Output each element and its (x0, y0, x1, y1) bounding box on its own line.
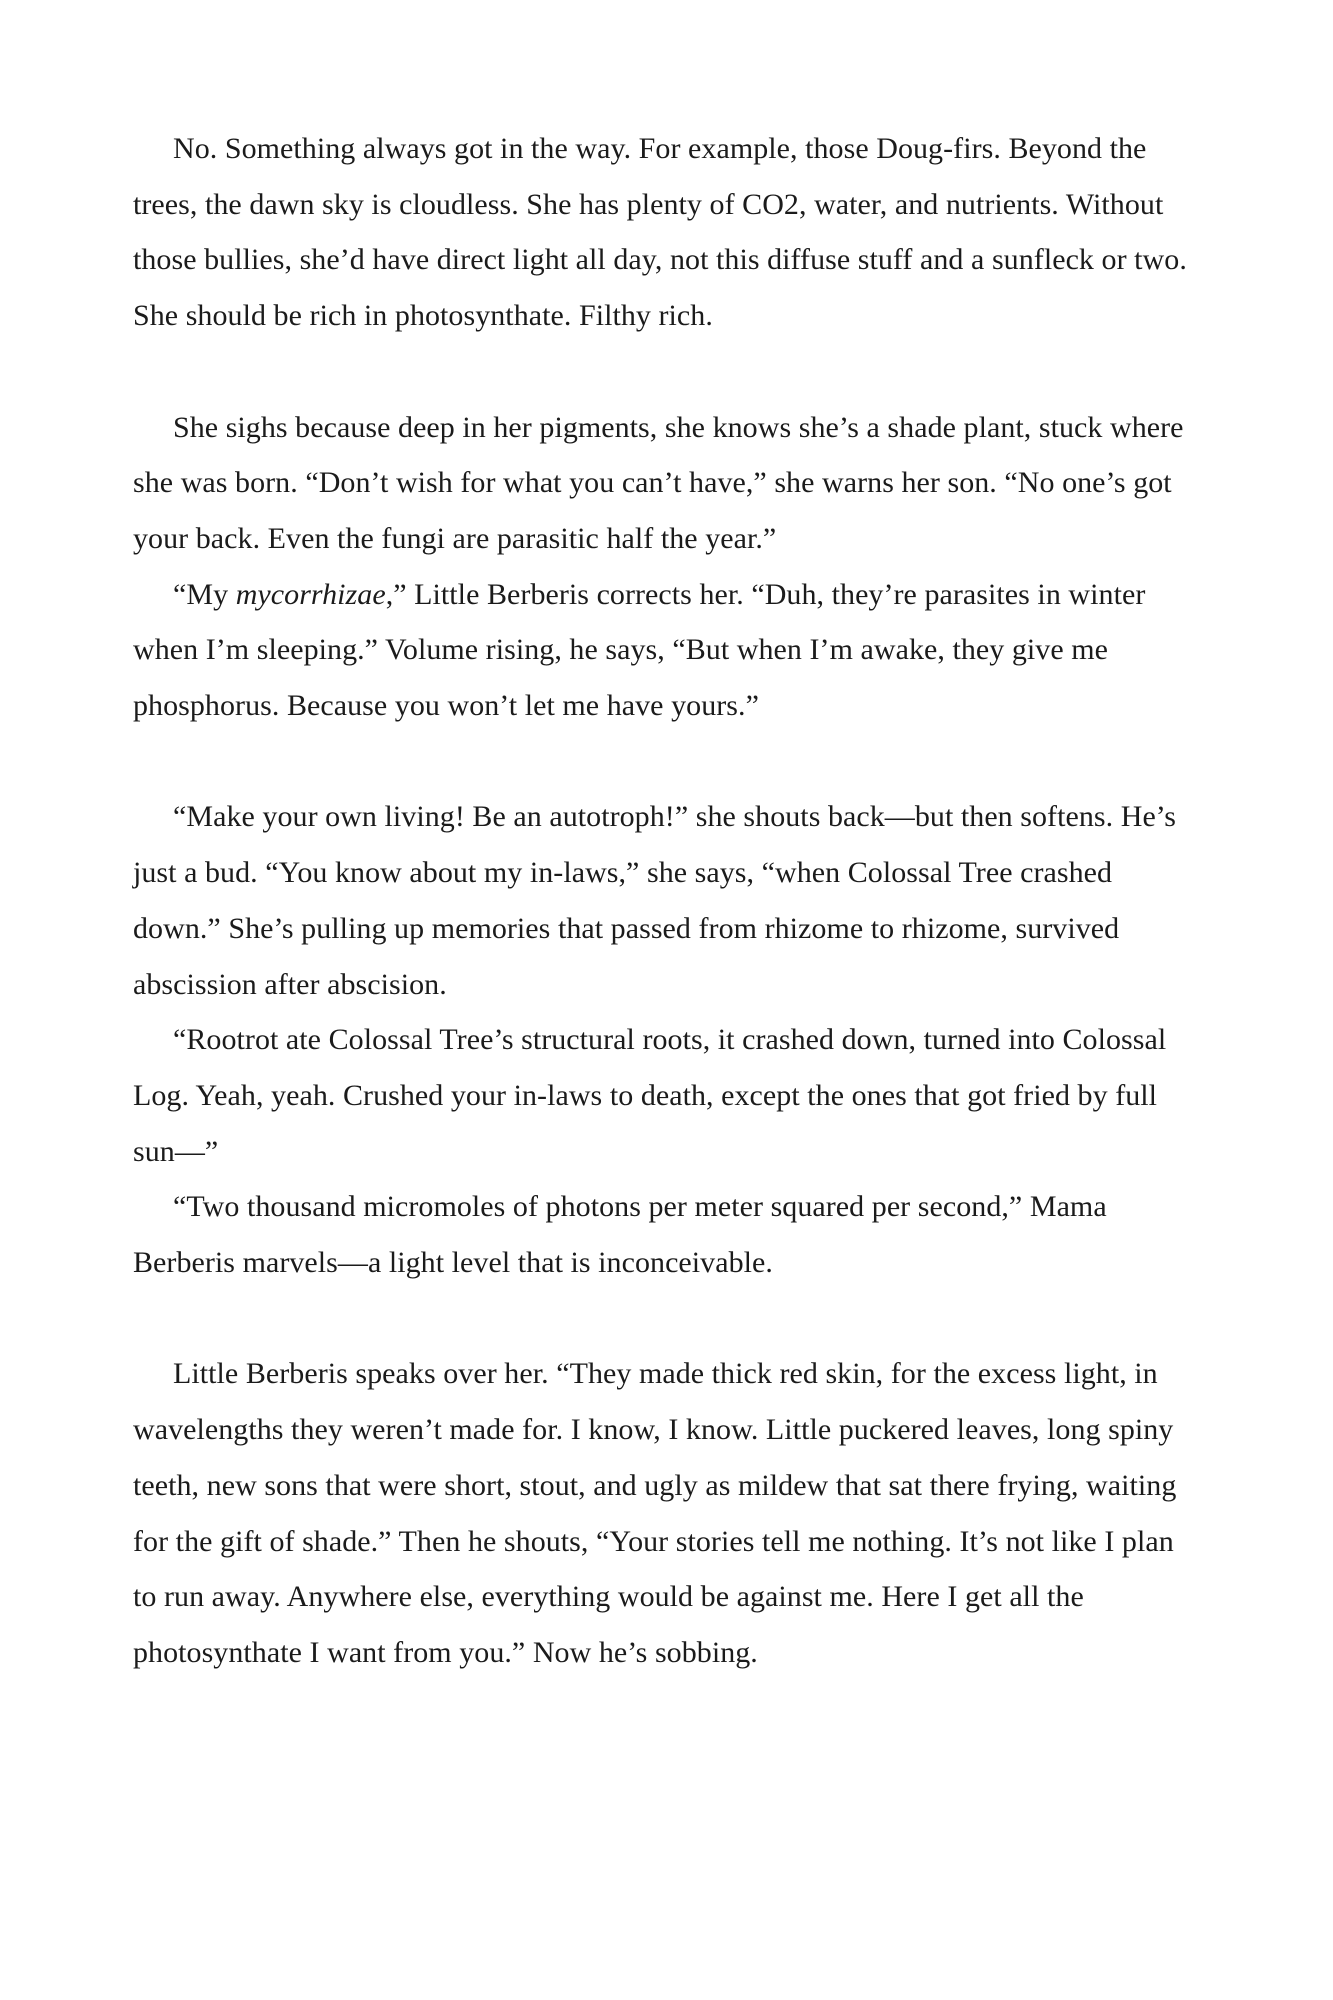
paragraph-2 (133, 400, 1203, 567)
paragraph-3-italic-term: mycorrhizae (235, 577, 386, 611)
paragraph-1-text: No. Something always got in the way. For example, those Doug-firs. Beyond the trees, the dawn sky is cloudless. She has plenty of CO2, water, and nutrients. Without those bullies, she’d have direct light all day, not this diffuse stuff and a sunfleck or two. She should be rich in photosynthate. Filthy rich. (133, 132, 1187, 333)
paragraph-2-text: She sighs because deep in her pigments, she knows she’s a shade plant, stuck where she was born. “Don’t wish for what you can’t have,” she warns her son. “No one’s got your back. Even the fungi are parasitic half the year.” (133, 410, 1184, 555)
story-text (133, 121, 1203, 1681)
paragraph-1 (133, 121, 1203, 344)
paragraph-7 (133, 1346, 1203, 1680)
paragraph-6-text: “Two thousand micromoles of photons per meter squared per second,” Mama Berberis marvels—a light level that is inconceivable. (133, 1190, 1107, 1280)
paragraph-6 (133, 1179, 1203, 1290)
paragraph-3-text-end: ,” Little Berberis corrects her. “Duh, they’re parasites in winter when I’m sleeping.” Volume rising, he says, “But when I’m awake, they give me phosphorus. Because you won’t let me have yours.” (133, 577, 1146, 723)
paragraph-7-text: Little Berberis speaks over her. “They made thick red skin, for the excess light, in wavelengths they weren’t made for. I know, I know. Little puckered leaves, long spiny teeth, new sons that were short, stout, and ugly as mildew that sat there frying, waiting for the gift of shade.” Then he shouts, “Your stories tell me nothing. It’s not like I plan to run away. Anywhere else, everything would be against me. Here I get all the photosynthate I want from you.” Now he’s sobbing. (133, 1357, 1177, 1669)
paragraph-3 (133, 567, 1203, 734)
paragraph-4 (133, 789, 1203, 1012)
paragraph-4-text: “Make your own living! Be an autotroph!” she shouts back—but then softens. He’s just a bud. “You know about my in-laws,” she says, “when Colossal Tree crashed down.” She’s pulling up memories that passed from rhizome to rhizome, survived abscission after abscision. (133, 800, 1176, 1001)
paragraph-5-text: “Rootrot ate Colossal Tree’s structural roots, it crashed down, turned into Colossal Log. Yeah, yeah. Crushed your in-laws to death, except the ones that got fried by full sun—” (133, 1023, 1167, 1168)
paragraph-5 (133, 1012, 1203, 1179)
paragraph-3-text-start: “My (173, 577, 236, 611)
